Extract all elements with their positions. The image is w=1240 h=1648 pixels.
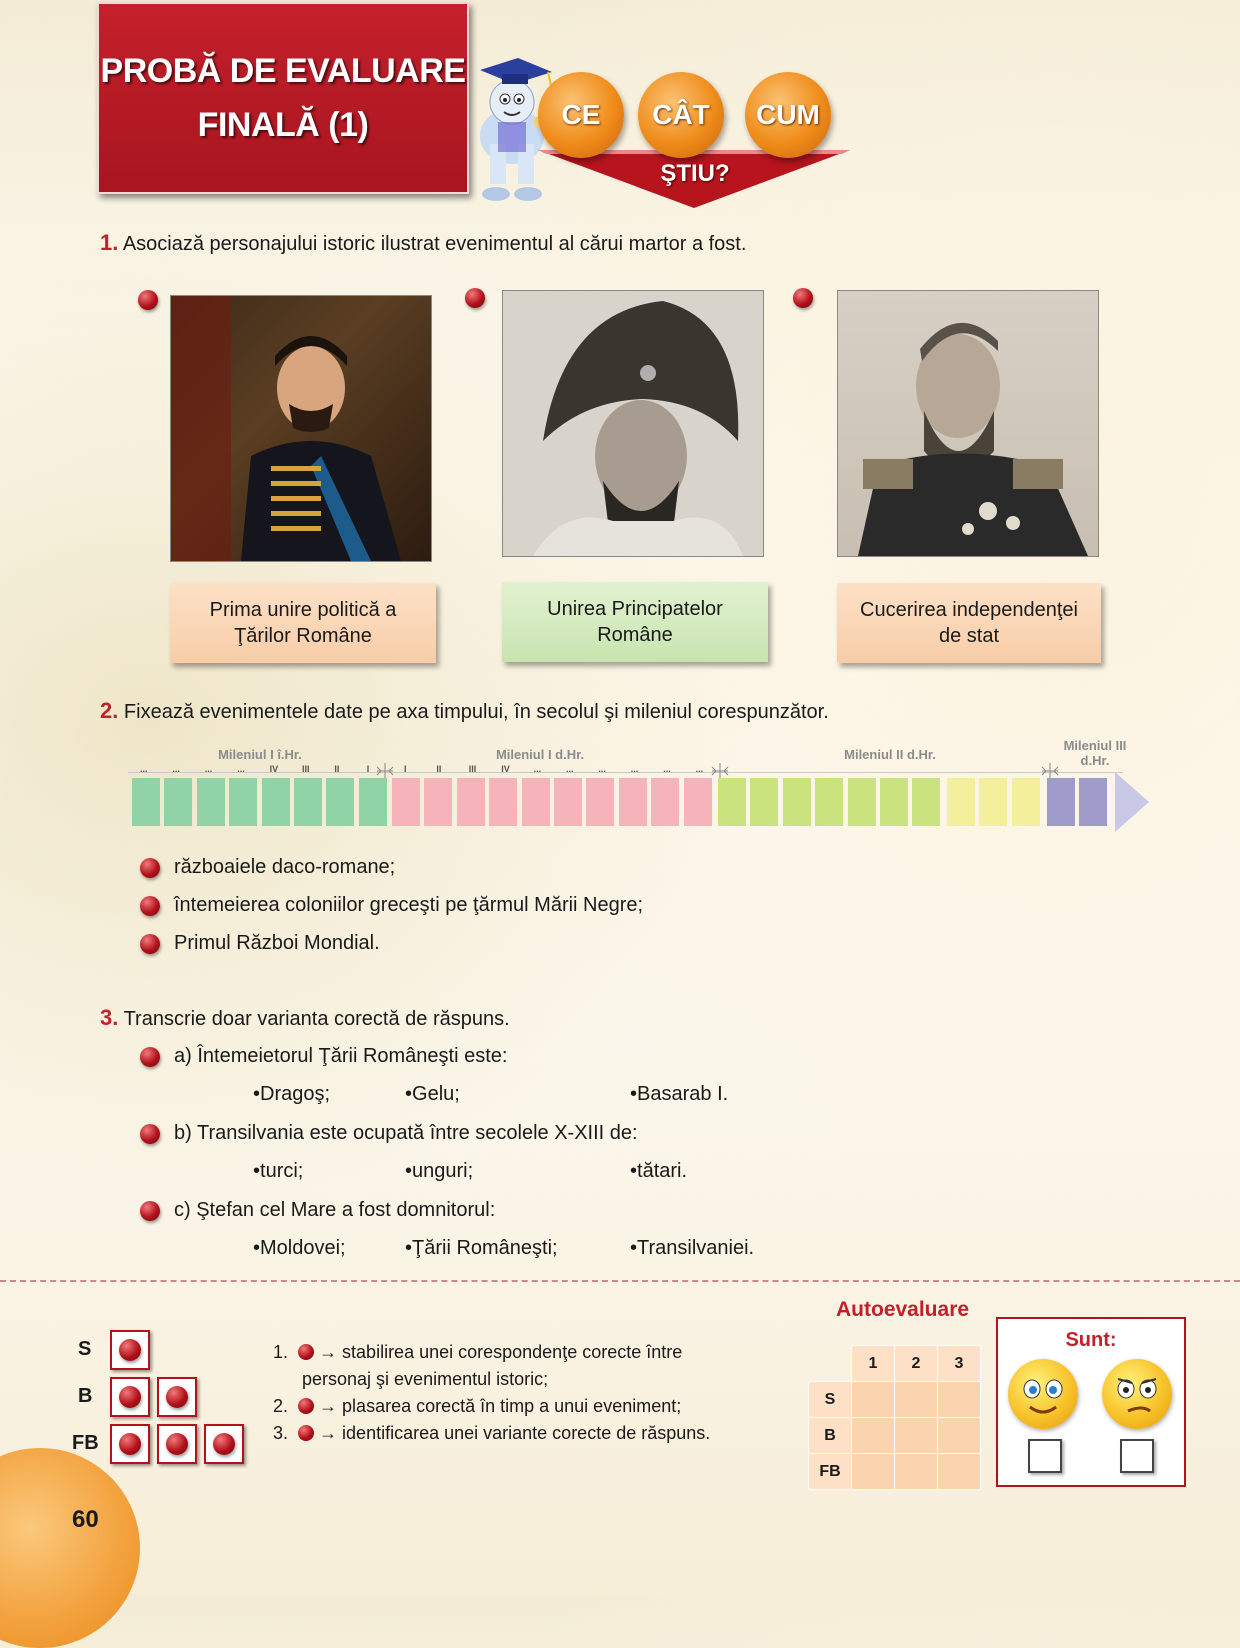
bullet-icon [166,1386,188,1408]
century-tick-label: ... [140,764,148,774]
event-1-line2: Ţărilor Române [234,625,372,647]
q3-prompt [100,1005,510,1031]
millennium-label-2-ad: Mileniul II d.Hr. [844,747,936,762]
bullet-icon [119,1386,141,1408]
stiu-label: ŞTIU? [660,160,730,187]
bullet-icon [138,290,158,310]
century-tick-label: ... [204,764,213,774]
q2-number: 2. [100,698,119,723]
timeline-century-cell[interactable] [132,778,160,826]
timeline-century-cell[interactable] [294,778,322,826]
ce-ball: CE [538,72,624,158]
q3b-option-3: • tătari. [630,1160,687,1183]
timeline-century-cell[interactable] [326,778,354,826]
century-tick-label: IV [269,764,279,774]
q2-item-2-text: întemeierea coloniilor greceşti pe ţărmul Mării Negre; [174,894,644,916]
q3b-option-1: • turci; [253,1160,303,1183]
q3a-option-2: • Gelu; [405,1083,460,1106]
millennium-3-line1: Mileniul III [1063,738,1127,753]
timeline-century-cell[interactable] [164,778,192,826]
table-cell[interactable] [938,1454,981,1490]
table-cell[interactable] [895,1454,938,1490]
q3a-option-1: • Dragoş; [253,1083,330,1106]
section-divider [0,1280,1240,1282]
happy-face-icon [1008,1359,1078,1429]
q2-item-1-text: războaiele daco-romane; [174,856,396,878]
q3-text: Transcrie doar varianta corectă de răspuns. [123,1008,510,1030]
timeline-century-cell[interactable] [554,778,582,826]
worried-face-icon [1102,1359,1172,1429]
millennium-label-1-ad: Mileniul I d.Hr. [495,747,585,762]
q2-item-3-text: Primul Război Mondial. [174,932,380,954]
criterion-3 [273,1420,793,1447]
q1-number: 1. [100,230,119,255]
event-1-line1: Prima unire politică a [209,599,397,621]
bullet-icon [213,1433,235,1455]
century-tick-label: ... [663,764,671,774]
event-box-1 [170,583,436,663]
table-col-header: 3 [938,1346,981,1382]
q3c-option-3: • Transilvaniei. [630,1237,754,1260]
q1-text: Asociază personajului istoric ilustrat evenimentul al cărui martor a fost. [122,233,747,255]
century-tick-label: ... [598,764,606,774]
timeline-century-cell[interactable] [457,778,485,826]
table-col-header: 1 [852,1346,895,1382]
worried-checkbox[interactable] [1120,1439,1154,1473]
event-box-3 [837,583,1101,663]
timeline-century-cell[interactable] [783,778,811,826]
portrait-carol-i [837,290,1099,557]
q3b-option-2: • unguri; [405,1160,473,1183]
criteria-list [273,1339,793,1447]
timeline-century-cell[interactable] [815,778,843,826]
portrait-mihai-viteazul [502,290,764,557]
bullet-icon [793,288,813,308]
century-tick-label: III [302,764,310,774]
bullet-icon [140,858,160,878]
century-tick-label: ... [630,764,639,774]
table-col-header: 2 [895,1346,938,1382]
century-tick-label: ... [533,764,542,774]
cum-ball: CUM [745,72,831,158]
century-tick-label: I [404,764,407,774]
millennium-3-line2: d.Hr. [1080,753,1110,768]
timeline-century-cell[interactable] [1047,778,1075,826]
bullet-icon [140,1047,160,1067]
table-cell[interactable] [938,1418,981,1454]
table-cell[interactable] [852,1454,895,1490]
criterion-1-cont: personaj şi evenimentul istoric; [302,1369,549,1389]
bullet-icon [119,1339,141,1361]
level-square [110,1377,150,1417]
century-tick-label: III [468,764,477,774]
timeline-century-cell[interactable] [424,778,452,826]
table-cell[interactable] [938,1382,981,1418]
table-cell[interactable] [895,1382,938,1418]
event-3-line2: de stat [938,625,1000,647]
criterion-1 [273,1339,793,1366]
timeline-century-cell[interactable] [619,778,647,826]
century-tick-label: IV [501,764,510,774]
event-2-line2: Române [597,624,673,646]
timeline-century-cell[interactable] [750,778,778,826]
timeline-century-cell[interactable] [912,778,940,826]
bullet-icon [140,1124,160,1144]
level-square [157,1377,197,1417]
level-square [110,1424,150,1464]
page-title-box [97,2,469,194]
timeline-century-cell[interactable] [586,778,614,826]
q3c-option-2: • Ţării Româneşti; [405,1237,558,1260]
timeline-century-cell[interactable] [392,778,420,826]
bullet-icon [140,1201,160,1221]
bullet-icon [166,1433,188,1455]
criterion-1-num: 1. [273,1342,289,1362]
century-tick-label: II [334,764,340,774]
timeline-century-cell[interactable] [1079,778,1107,826]
table-cell[interactable] [852,1418,895,1454]
criterion-3-num: 3. [273,1423,289,1443]
timeline-century-cell[interactable] [229,778,257,826]
century-tick-label: ... [237,764,245,774]
level-label-s: S [78,1338,92,1360]
page-title-line1: PROBĂ DE EVALUARE [100,52,466,90]
level-label-b: B [78,1385,93,1407]
sunt-label: Sunt: [1065,1329,1117,1351]
portrait-cuza [170,295,432,562]
bullet-icon [140,896,160,916]
timeline-century-cell[interactable] [718,778,746,826]
timeline-century-cell[interactable] [522,778,550,826]
level-square [204,1424,244,1464]
level-square [157,1424,197,1464]
era-marker-icon [375,763,395,779]
timeline-century-cell[interactable] [359,778,387,826]
criterion-2-text: → plasarea corectă în timp a unui eveniment; [319,1396,682,1416]
timeline-century-cell[interactable] [1012,778,1040,826]
century-tick-label: ... [695,764,704,774]
event-2-line1: Unirea Principatelor [547,598,723,620]
century-tick-label: ... [566,764,574,774]
table-corner [809,1346,852,1382]
millennium-marker-icon [710,763,730,779]
timeline-century-cell[interactable] [197,778,225,826]
criterion-3-text: → identificarea unei variante corecte de răspuns. [319,1423,711,1443]
page-number-badge [0,1448,140,1648]
century-tick-label: II [436,764,442,774]
q3c-label: c) Ştefan cel Mare a fost domnitorul: [174,1199,496,1221]
timeline-century-cell[interactable] [947,778,975,826]
millennium-label-3-ad [1055,738,1135,768]
level-square [110,1330,150,1370]
event-box-2 [502,582,768,662]
table-row-header: B [809,1418,852,1454]
timeline-century-cell[interactable] [489,778,517,826]
century-tick-label: I [366,764,370,774]
page-title-line2: FINALĂ (1) [197,106,369,144]
timeline-century-cell[interactable] [262,778,290,826]
happy-checkbox[interactable] [1028,1439,1062,1473]
bullet-icon [298,1398,314,1414]
table-row-header: FB [809,1454,852,1490]
event-3-line1: Cucerirea independenţei [860,599,1078,621]
timeline-century-cell[interactable] [880,778,908,826]
millennium-label-bc: Mileniul I î.Hr. [218,747,302,762]
criterion-2 [273,1393,793,1420]
table-row-header: S [809,1382,852,1418]
sunt-box [996,1317,1186,1487]
autoevaluare-title: Autoevaluare [836,1298,970,1321]
bullet-icon [298,1344,314,1360]
page-number: 60 [72,1506,99,1533]
bullet-icon [465,288,485,308]
q3a-label: a) Întemeietorul Ţării Româneşti este: [174,1045,508,1067]
timeline-arrow-icon [1115,772,1155,832]
criterion-1-text: → stabilirea unei corespondenţe corecte între [319,1342,683,1362]
table-cell[interactable] [852,1382,895,1418]
millennium-marker-icon [1040,763,1060,779]
table-cell[interactable] [895,1418,938,1454]
cat-ball: CÂT [638,72,724,158]
autoevaluare-table [808,1345,981,1490]
timeline-century-cell[interactable] [684,778,712,826]
bullet-icon [119,1433,141,1455]
criterion-2-num: 2. [273,1396,289,1416]
q2-text: Fixează evenimentele date pe axa timpului, în secolul şi mileniul corespunzător. [123,701,829,723]
bullet-icon [298,1425,314,1441]
q2-prompt [100,698,829,724]
q3c-option-1: • Moldovei; [253,1237,346,1260]
timeline-century-cell[interactable] [848,778,876,826]
century-tick-label: ... [172,764,180,774]
level-label-fb: FB [72,1432,99,1454]
q3b-label: b) Transilvania este ocupată între secolele X-XIII de: [174,1122,638,1144]
timeline-century-cell[interactable] [979,778,1007,826]
timeline-century-cell[interactable] [651,778,679,826]
q3-number: 3. [100,1005,119,1030]
bullet-icon [140,934,160,954]
q1-prompt [100,230,746,256]
q3a-option-3: • Basarab I. [630,1083,728,1106]
